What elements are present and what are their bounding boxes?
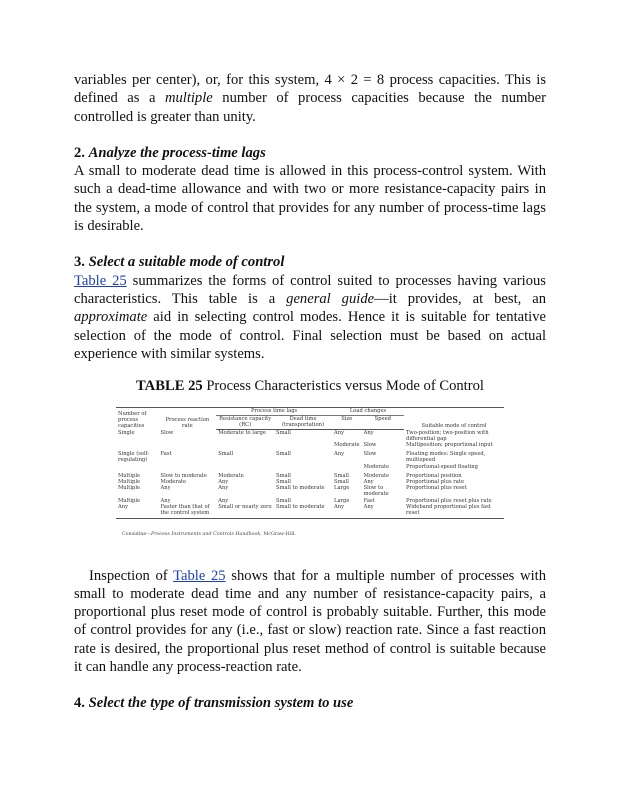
inspection-text-2: shows that for a multiple number of processes with small to moderate dead time and any number of resistance-capacity pairs, a proportional plus reset mode of control is probably suitable. Further, this mode of control provides for any (i.e., fast or slow) reaction rate. Since a fast reaction rate is desired, the proportional plus reset method of control is suitable because it can handle any process-reaction rate.	[74, 567, 547, 675]
cell-dead-time: Small	[276, 478, 291, 485]
cell-load-speed: Slow	[363, 451, 377, 458]
step3-number: 3.	[74, 254, 85, 271]
inspection-text-1: Inspection of	[89, 567, 174, 584]
cell-load-size: Small	[334, 472, 349, 479]
cell-capacities: Single (self-regulating)	[118, 451, 150, 464]
cell-load-speed: Any	[363, 430, 374, 437]
step3-text-3: aid in selecting control modes. Hence it is suitable for tentative selection of the mode of control. Final selection must be based on actual experience with similar systems.	[74, 309, 546, 362]
cell-load-size: Any	[332, 504, 362, 519]
step4-number: 4.	[74, 695, 85, 712]
header-suitable-mode: Suitable mode of control	[404, 408, 504, 430]
step4-title: Select the type of transmission system to use	[88, 695, 354, 712]
step2-title: Analyze the process-time lags	[88, 144, 266, 161]
inspection-paragraph	[74, 567, 546, 677]
step2-body: A small to moderate dead time is allowed in this process-control system. With such a dead-time allowance and with two or more resistance-capacity pairs in the system, a mode of control that provides for any number of process-time lags is desirable.	[74, 163, 546, 235]
cell-capacities: Any	[116, 504, 159, 519]
cell-suitable-mode: Proportional plus reset plus rate	[406, 497, 492, 504]
cell-resistance-capacity: Any	[218, 485, 229, 492]
header-load-changes: Load changes	[332, 408, 404, 415]
cell-load-speed: Any	[362, 504, 404, 519]
cell-dead-time: Small	[276, 451, 291, 458]
cell-suitable-mode: Wideband proportional plus fast reset	[404, 504, 504, 519]
process-table-figure	[116, 407, 504, 544]
table-caption-number: TABLE 25	[136, 378, 203, 395]
header-dead-time: Dead time (transportation)	[274, 415, 332, 429]
cell-dead-time: Small to moderate	[276, 485, 325, 492]
cell-capacities: Single	[118, 429, 135, 436]
cell-dead-time: Small	[276, 497, 291, 504]
cell-capacities: Multiple	[118, 485, 141, 492]
intro-paragraph	[74, 71, 546, 126]
step3-text-1: summarizes the forms of control suited to processes having various characteristics. This table is a	[74, 272, 546, 307]
step2-number: 2.	[74, 144, 85, 161]
cell-reaction-rate: Moderate	[160, 478, 187, 485]
cell-resistance-capacity: Moderate	[218, 472, 244, 479]
cell-resistance-capacity: Moderate to large	[218, 430, 266, 437]
header-process-time-lags: Process time lags	[216, 408, 332, 415]
table-row	[116, 485, 504, 497]
step3-emphasis-1: general guide	[286, 290, 375, 307]
table-body	[116, 430, 504, 519]
step3-emphasis-2: approximate	[74, 309, 148, 326]
table-source	[122, 526, 504, 544]
table-caption-text: Process Characteristics versus Mode of Control	[202, 378, 484, 395]
cell-resistance-capacity: Small or nearly zero	[216, 504, 274, 519]
cell-reaction-rate: Slow	[160, 429, 174, 436]
cell-reaction-rate: Fast	[160, 451, 172, 458]
step3-heading	[74, 253, 546, 271]
cell-capacities: Multiple	[118, 478, 141, 485]
process-characteristics-table	[116, 407, 504, 519]
step3-title: Select a suitable mode of control	[88, 254, 285, 271]
cell-suitable-mode: Proportional plus reset	[406, 485, 467, 492]
cell-load-size: Moderate	[334, 441, 360, 448]
step4-heading	[74, 694, 546, 712]
cell-suitable-mode: Proportional position	[406, 472, 462, 479]
cell-dead-time: Small	[276, 472, 291, 479]
cell-dead-time: Small	[276, 430, 291, 437]
table-header-group-row	[116, 408, 504, 415]
cell-resistance-capacity: Small	[218, 451, 234, 458]
cell-reaction-rate: Any	[160, 497, 171, 504]
table-25-link-2[interactable]: Table 25	[173, 567, 226, 584]
cell-suitable-mode: Proportional-speed floating	[406, 463, 478, 470]
cell-suitable-mode: Floating modes: Single speed, multispeed	[406, 451, 486, 464]
cell-load-speed: Moderate	[363, 472, 390, 479]
source-publisher: , McGraw-Hill.	[260, 532, 296, 538]
cell-load-speed: Fast	[363, 497, 375, 504]
cell-resistance-capacity: Any	[218, 497, 229, 504]
header-resistance-capacity: Resistance capacity (RC)	[216, 415, 274, 429]
table-row	[116, 470, 504, 479]
cell-load-size: Any	[334, 451, 345, 458]
table-row	[116, 448, 504, 463]
step3-body	[74, 272, 546, 363]
cell-reaction-rate: Any	[160, 485, 171, 492]
source-author: Considine	[122, 532, 147, 538]
intro-text-1: variables per center), or, for this system, 4 × 2 = 8 process capacities. This is defined as a	[74, 72, 546, 107]
cell-capacities: Multiple	[118, 497, 141, 504]
document-page	[74, 71, 546, 713]
table-caption	[74, 377, 546, 395]
cell-dead-time: Small to moderate	[274, 504, 332, 519]
header-reaction-rate: Process reaction rate	[159, 408, 217, 430]
cell-capacities: Multiple	[118, 472, 141, 479]
cell-reaction-rate: Slow to moderate	[160, 472, 207, 479]
step2-heading	[74, 144, 546, 162]
cell-reaction-rate: Faster than that of the control system	[159, 504, 217, 519]
cell-load-speed: Slow to moderate	[363, 485, 389, 498]
header-speed: Speed	[362, 415, 404, 429]
header-number-of-capacities: Number of process capacities	[116, 408, 159, 430]
step3-text-2: —it provides, at best, an	[374, 290, 547, 307]
cell-suitable-mode: Proportional plus rate	[406, 478, 465, 485]
cell-suitable-mode: Two-position; two-position with differential gap	[406, 429, 489, 442]
table-25-link[interactable]: Table 25	[74, 272, 127, 289]
table-row	[116, 504, 504, 519]
intro-text-2: number of process capacities because the number controlled is greater than unity.	[74, 90, 546, 125]
cell-load-size: Any	[334, 430, 345, 437]
source-title: —Process Instruments and Controls Handbook	[146, 532, 261, 538]
cell-load-size: Large	[334, 485, 350, 492]
intro-emphasis: multiple	[164, 90, 213, 107]
cell-load-size: Large	[334, 497, 350, 504]
cell-load-size: Small	[334, 478, 349, 485]
cell-load-speed: Slow	[363, 441, 377, 448]
cell-load-speed: Moderate	[363, 463, 390, 470]
cell-resistance-capacity: Any	[218, 478, 229, 485]
cell-load-speed: Any	[363, 478, 374, 485]
header-size: Size	[332, 415, 362, 429]
cell-suitable-mode: Multiposition; proportional input	[406, 441, 493, 448]
table-row	[116, 430, 504, 442]
